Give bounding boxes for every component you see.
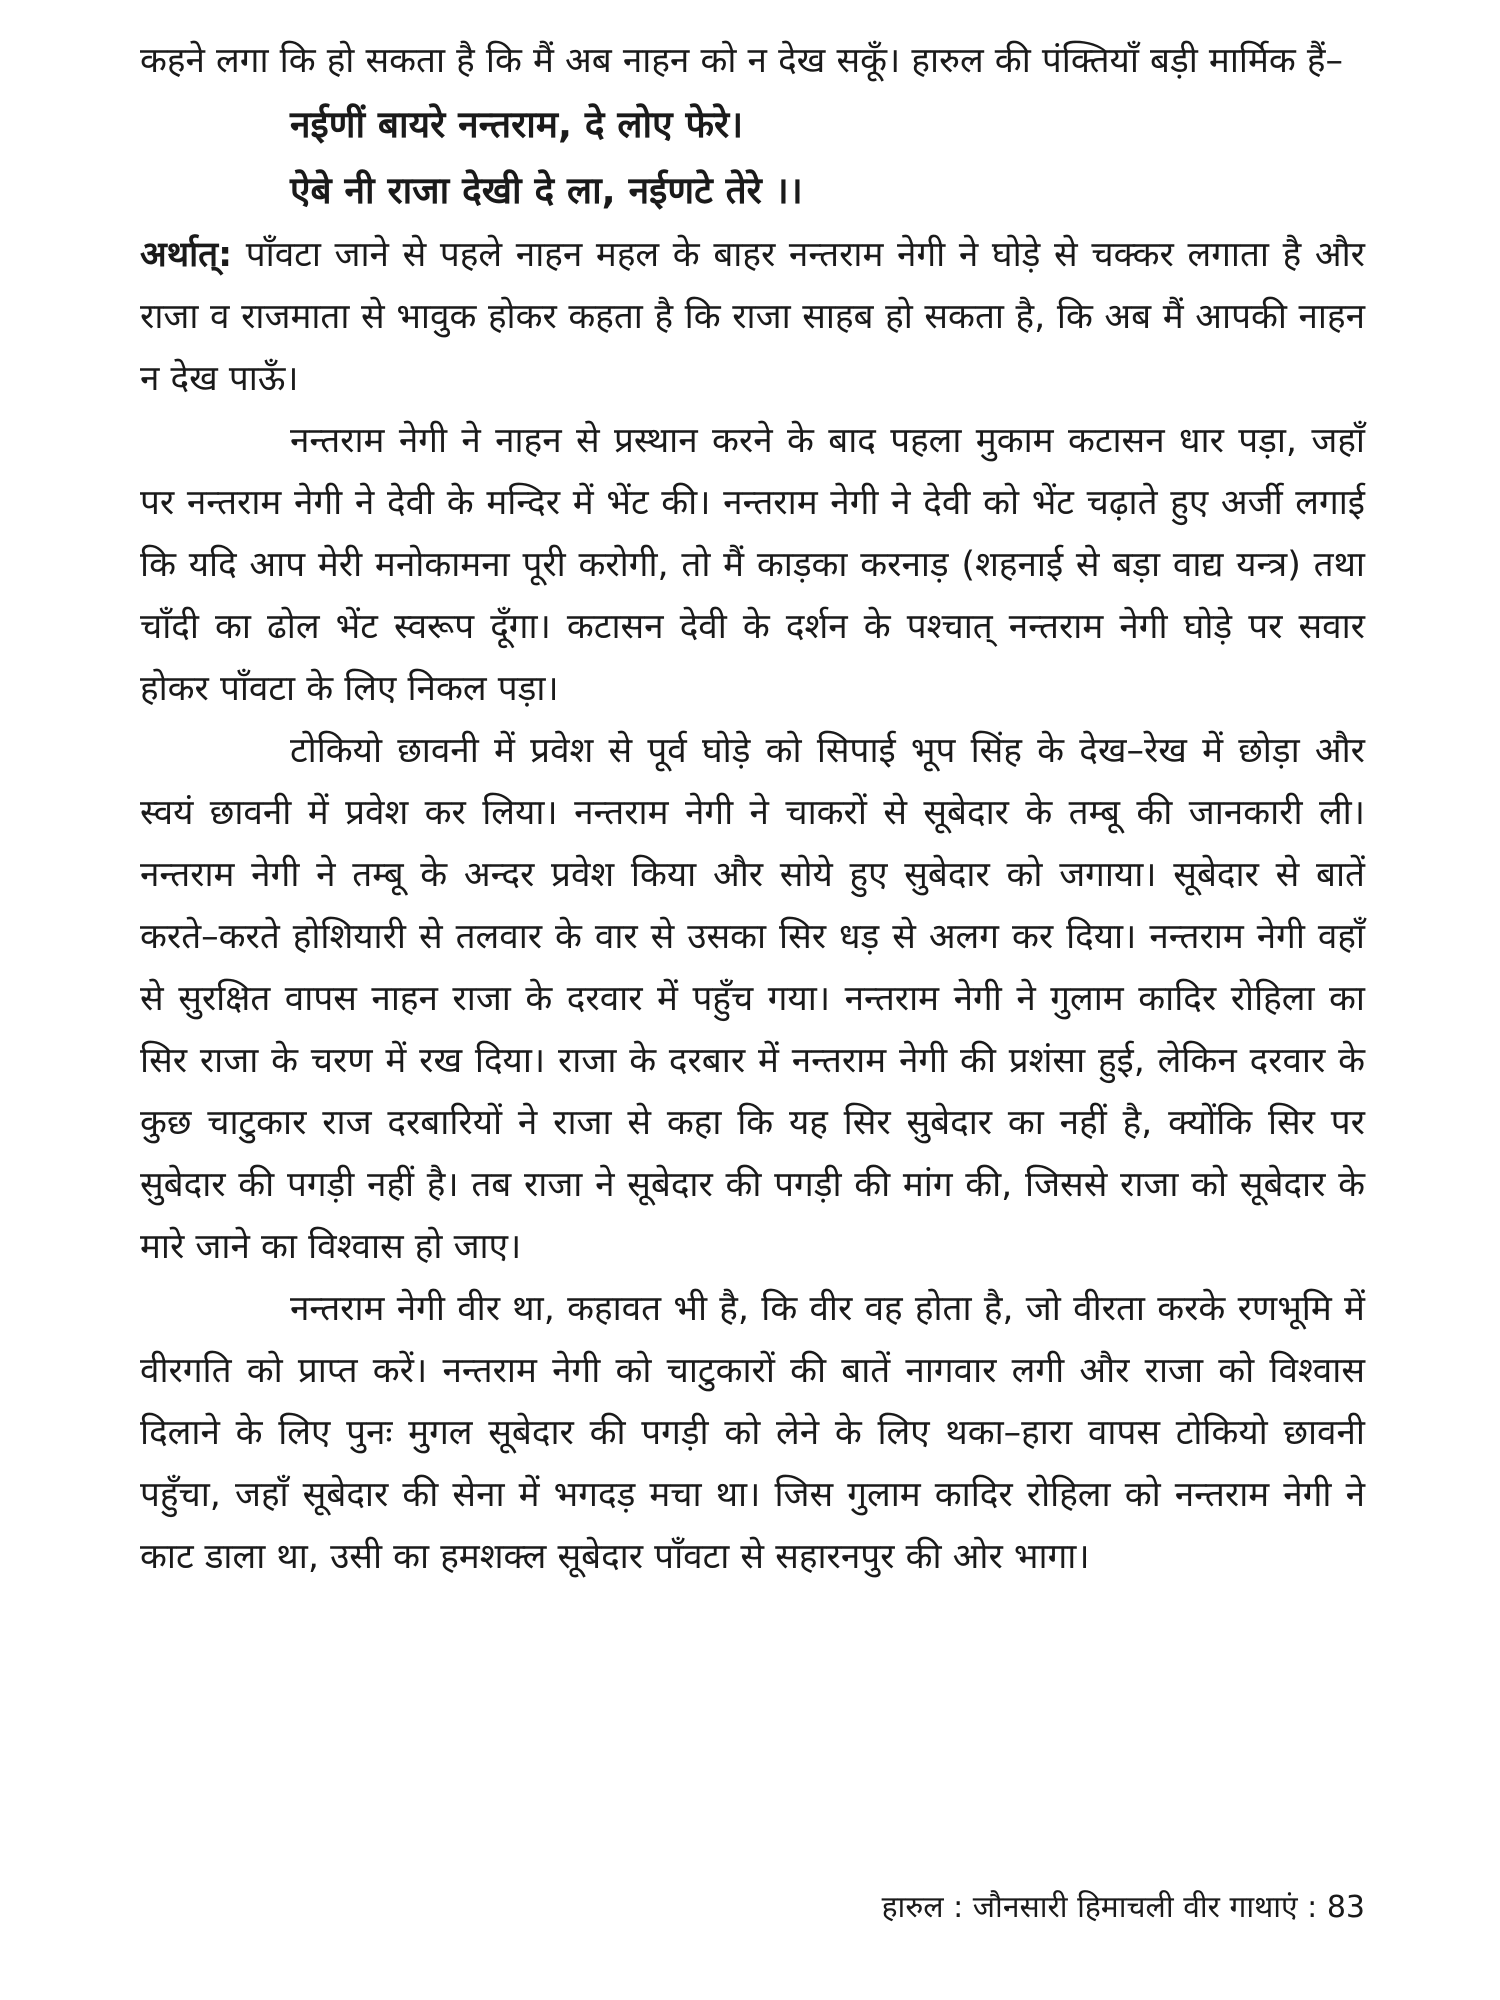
verse-line-2: ऐबे नी राजा देखी दे ला, नईणटे तेरे ।। xyxy=(290,169,803,212)
paragraph-3: नन्तराम नेगी वीर था, कहावत भी है, कि वीर वह होता है, जो वीरता करके रणभूमि में वीरगति को प्राप्त करें। नन्तराम नेगी को चाटुकारों की बातें नागवार लगी और राजा को विश्वास दिलाने के लिए पुनः मुगल सूबेदार की पगड़ी को लेने के लिए थका–हारा वापस टोकियो छावनी पहुँचा, जहाँ सूबेदार की सेना में भगदड़ मचा था। जिस गुलाम कादिर रोहिला को नन्तराम नेगी ने काट डाला था, उसी का हमशक्ल सूबेदार पाँवटा से सहारनपुर की ओर भागा। xyxy=(140,1289,1365,1577)
page-body xyxy=(140,30,1365,1588)
paragraph-1: नन्तराम नेगी ने नाहन से प्रस्थान करने के बाद पहला मुकाम कटासन धार पड़ा, जहाँ पर नन्तराम नेगी ने देवी के मन्दिर में भेंट की। नन्तराम नेगी ने देवी को भेंट चढ़ाते हुए अर्जी लगाई कि यदि आप मेरी मनोकामना पूरी करोगी, तो मैं काड़का करनाड़ (शहनाई से बड़ा वाद्य यन्त्र) तथा चाँदी का ढोल भेंट स्वरूप दूँगा। कटासन देवी के दर्शन के पश्चात् नन्तराम नेगी घोड़े पर सवार होकर पाँवटा के लिए निकल पड़ा। xyxy=(140,421,1365,709)
meaning-paragraph xyxy=(140,224,1365,410)
meaning-text: पाँवटा जाने से पहले नाहन महल के बाहर नन्तराम नेगी ने घोड़े से चक्कर लगाता है और राजा व राजमाता से भावुक होकर कहता है कि राजा साहब हो सकता है, कि अब मैं आपकी नाहन न देख पाऊँ। xyxy=(140,235,1365,399)
page-footer: हारुल : जौनसारी हिमाचली वीर गाथाएं : 83 xyxy=(881,1890,1365,1925)
intro-paragraph: कहने लगा कि हो सकता है कि मैं अब नाहन को न देख सकूँ। हारुल की पंक्तियाँ बड़ी मार्मिक हैं– xyxy=(140,41,1344,81)
verse-line-1: नईणीं बायरे नन्तराम, दे लोए फेरे। xyxy=(290,103,744,146)
verse-block xyxy=(140,92,1365,224)
meaning-label: अर्थात्: xyxy=(140,235,233,275)
paragraph-2: टोकियो छावनी में प्रवेश से पूर्व घोड़े को सिपाई भूप सिंह के देख–रेख में छोड़ा और स्वयं छावनी में प्रवेश कर लिया। नन्तराम नेगी ने चाकरों से सूबेदार के तम्बू की जानकारी ली। नन्तराम नेगी ने तम्बू के अन्दर प्रवेश किया और सोये हुए सुबेदार को जगाया। सूबेदार से बातें करते–करते होशियारी से तलवार के वार से उसका सिर धड़ से अलग कर दिया। नन्तराम नेगी वहाँ से सुरक्षित वापस नाहन राजा के दरवार में पहुँच गया। नन्तराम नेगी ने गुलाम कादिर रोहिला का सिर राजा के चरण में रख दिया। राजा के दरबार में नन्तराम नेगी की प्रशंसा हुई, लेकिन दरवार के कुछ चाटुकार राज दरबारियों ने राजा से कहा कि यह सिर सुबेदार का नहीं है, क्योंकि सिर पर सुबेदार की पगड़ी नहीं है। तब राजा ने सूबेदार की पगड़ी की मांग की, जिससे राजा को सूबेदार के मारे जाने का विश्वास हो जाए। xyxy=(140,731,1365,1267)
